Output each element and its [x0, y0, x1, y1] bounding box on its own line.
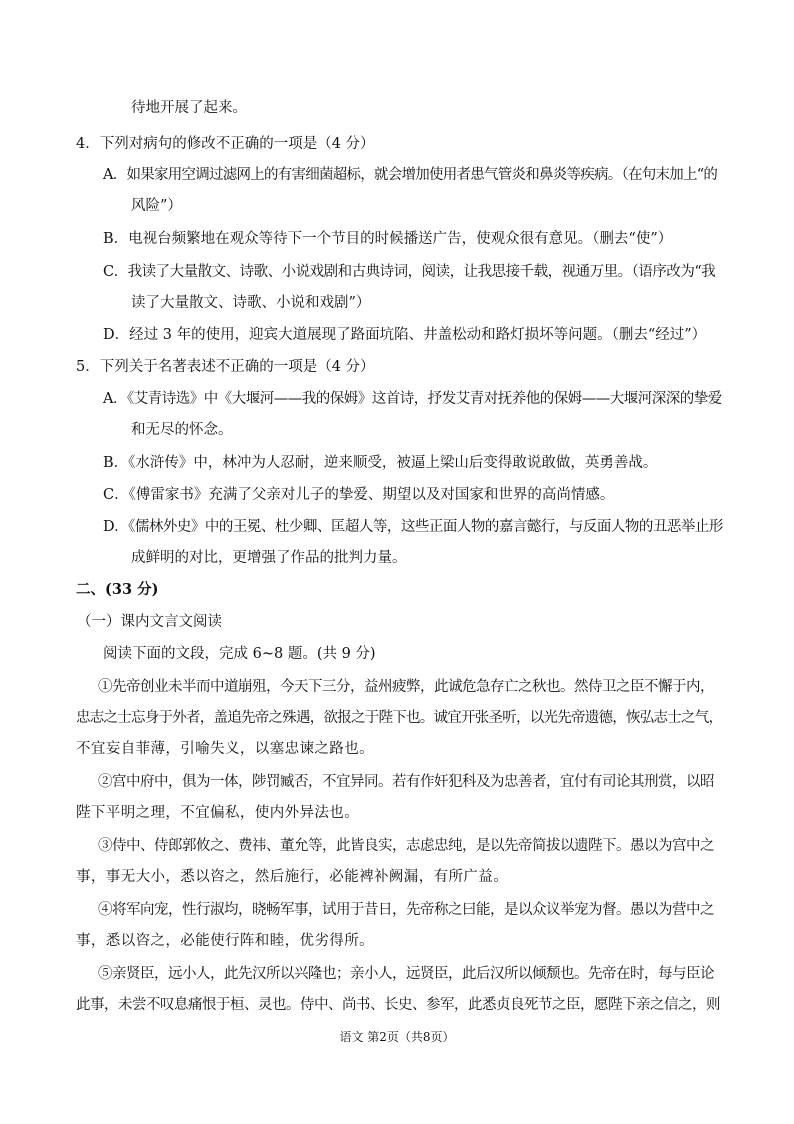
passage-line: ②宫中府中，俱为一体，陟罚臧否，不宜异同。若有作奸犯科及为忠善者，宜付有司论其刑赏，以昭	[98, 774, 714, 790]
text-line: 成鲜明的对比，更增强了作品的批判力量。	[131, 550, 407, 566]
question-5-option-b: B．《水浒传》中，林冲为人忍耐，逆来顺受，被逼上梁山后变得敢说敢做，英勇善战。	[103, 455, 658, 471]
question-4-option-d: D．经过 3 年的使用，迎宾大道展现了路面坑陷、井盖松动和路灯损坏等问题。（删去“经过”）	[103, 327, 707, 343]
subsection-heading: （一）课内文言文阅读	[77, 614, 222, 630]
passage-line: ③侍中、侍郎郭攸之、费祎、董允等，此皆良实，志虑忠纯，是以先帝简拔以遗陛下。愚以为宫中之	[98, 838, 714, 854]
question-5-option-c: C．《傅雷家书》充满了父亲对儿子的挚爱、期望以及对国家和世界的高尚情感。	[103, 487, 615, 503]
section-heading: 二、(33 分)	[76, 581, 159, 598]
passage-line: ①先帝创业未半而中道崩殂，今天下三分，益州疲弊，此诚危急存亡之秋也。然侍卫之臣不懈于内，	[98, 679, 714, 695]
reading-instruction: 阅读下面的文段，完成 6~8 题。(共 9 分)	[103, 646, 376, 662]
page-footer: 语文 第2页（共8页）	[339, 1030, 455, 1044]
passage-line: 此事，未尝不叹息痛恨于桓、灵也。侍中、尚书、长史、参军，此悉贞良死节之臣，愿陛下亲之信之，则	[76, 997, 720, 1013]
question-4-option-a: A．如果家用空调过滤网上的有害细菌超标，就会增加使用者患气管炎和鼻炎等疾病。（在句末加上“的	[103, 167, 718, 183]
question-5-stem: 5．下列关于名著表述不正确的一项是（4 分）	[76, 359, 375, 375]
question-4-option-c: C．我读了大量散文、诗歌、小说戏剧和古典诗词，阅读，让我思接千载，视通万里。（语序改为“我	[103, 264, 716, 280]
question-5-option-d: D．《儒林外史》中的王冕、杜少卿、匡超人等，这些正面人物的嘉言懿行，与反面人物的丑恶举止形	[103, 519, 723, 535]
passage-line: ⑤亲贤臣，远小人，此先汉所以兴隆也；亲小人，远贤臣，此后汉所以倾颓也。先帝在时，每与臣论	[98, 966, 714, 982]
question-4-option-b: B．电视台频繁地在观众等待下一个节目的时候播送广告，使观众很有意见。（删去“使”）	[103, 231, 673, 247]
passage-line: 事，事无大小，悉以咨之，然后施行，必能裨补阙漏，有所广益。	[76, 869, 509, 885]
question-4-stem: 4．下列对病句的修改不正确的一项是（4 分）	[76, 136, 375, 152]
text-line: 和无尽的怀念。	[131, 422, 233, 438]
question-5-option-a: A．《艾青诗选》中《大堰河——我的保姆》这首诗，抒发艾青对抚养他的保姆——大堰河深深的挚爱	[103, 391, 722, 407]
text-line: 待地开展了起来。	[131, 100, 247, 116]
text-line: 风险”）	[131, 198, 182, 214]
text-line: 读了大量散文、诗歌、小说和戏剧”）	[131, 295, 371, 311]
passage-line: ④将军向宠，性行淑均，晓畅军事，试用于昔日，先帝称之曰能，是以众议举宠为督。愚以为营中之	[98, 902, 714, 918]
passage-line: 事，悉以咨之，必能使行阵和睦，优劣得所。	[76, 933, 374, 949]
passage-line: 忠志之士忘身于外者，盖追先帝之殊遇，欲报之于陛下也。诚宜开张圣听，以光先帝遗德，恢弘志士之气，	[76, 710, 723, 726]
passage-line: 陛下平明之理，不宜偏私，使内外异法也。	[76, 805, 360, 821]
passage-line: 不宜妄自菲薄，引喻失义，以塞忠谏之路也。	[76, 741, 374, 757]
